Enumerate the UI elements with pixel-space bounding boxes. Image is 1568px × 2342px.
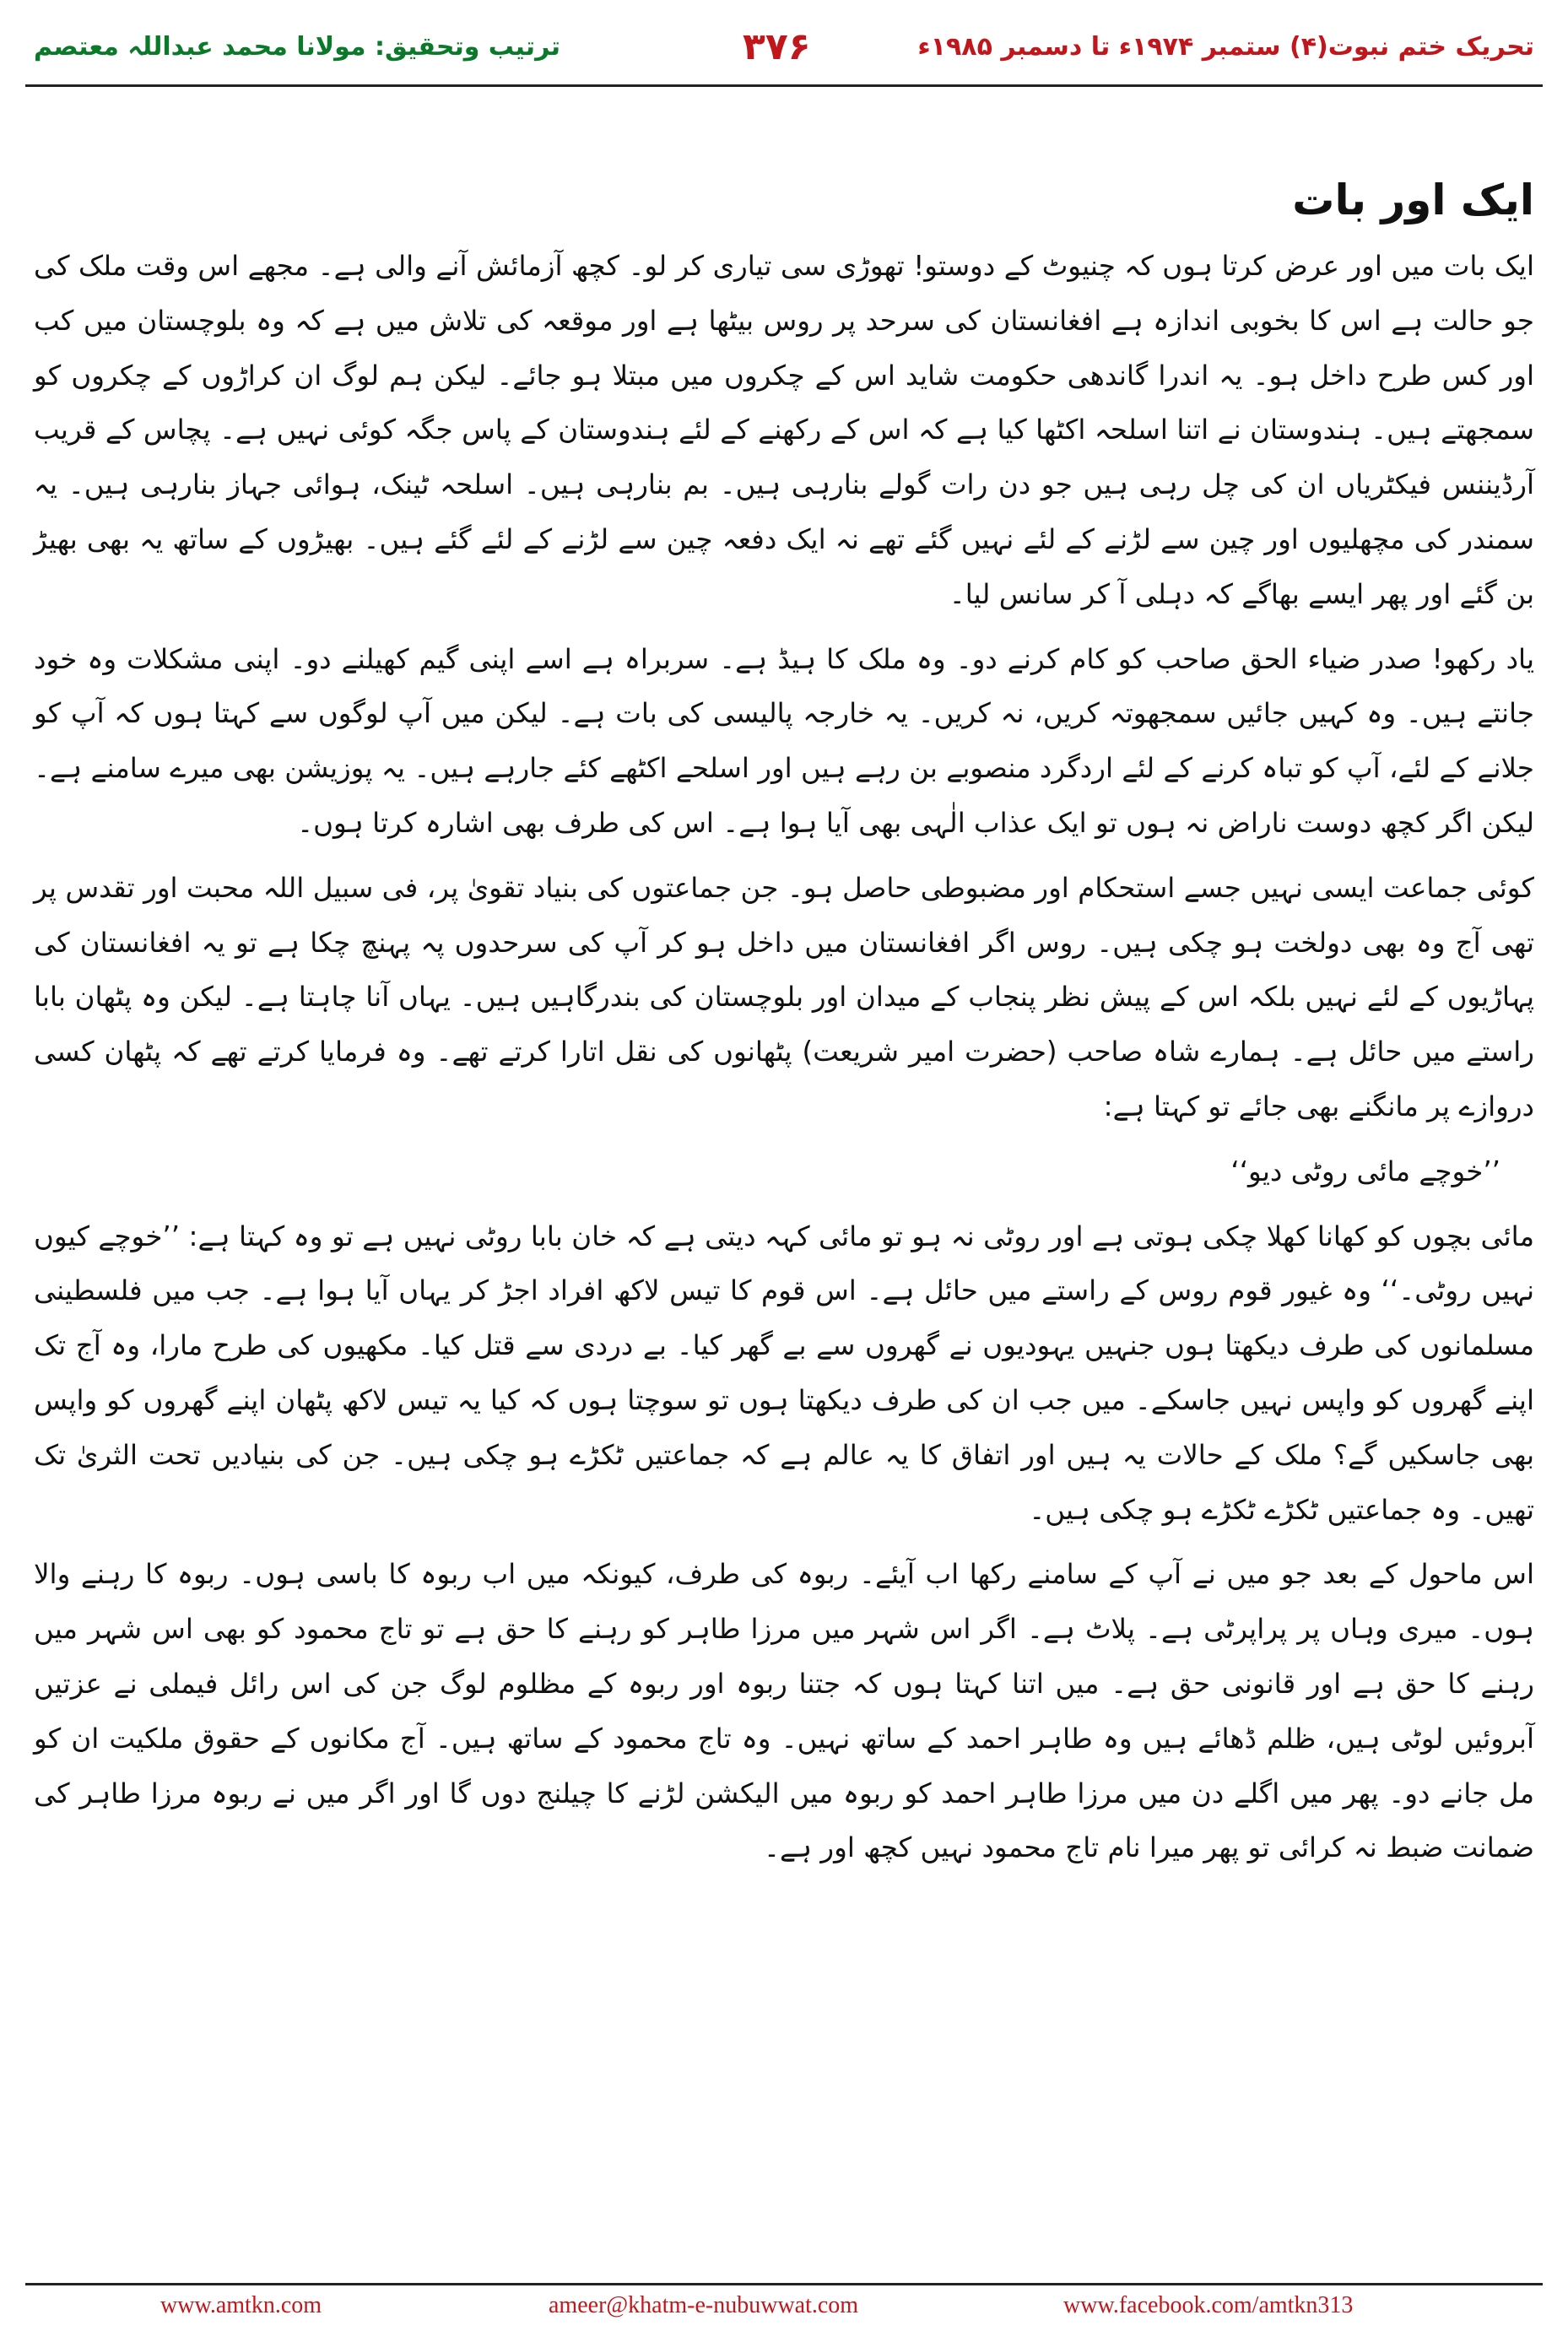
page-number: ۳۷۶ [743, 25, 811, 68]
paragraph: یاد رکھو! صدر ضیاء الحق صاحب کو کام کرنے دو۔ وہ ملک کا ہیڈ ہے۔ سربراہ ہے اسے اپنی گیم کھیلنے دو۔ اپنی مشکلات وہ خود جانتے ہیں۔ وہ کہیں جائیں سمجھوتہ کریں، نہ کریں۔ یہ خارجہ پالیسی کی بات ہے۔ لیکن میں آپ لوگوں سے کہتا ہوں کہ آپ کو جلانے کے لئے، آپ کو تباہ کرنے کے لئے اردگرد منصوبے بن رہے ہیں اور اسلحے اکٹھے کئے جارہے ہیں۔ یہ پوزیشن بھی میرے سامنے ہے۔ لیکن اگر کچھ دوست ناراض نہ ہوں تو ایک عذاب الٰہی بھی آیا ہوا ہے۔ اس کی طرف بھی اشارہ کرتا ہوں۔ [34, 642, 1534, 839]
email-link[interactable]: ameer@khatm-e-nubuwwat.com [549, 2292, 859, 2318]
quote: ’’خوچے مائی روٹی دیو‘‘ [1230, 1155, 1500, 1187]
section-heading: ایک اور بات [1292, 176, 1534, 224]
header-book-title: تحریک ختم نبوت(۴) ستمبر ۱۹۷۴ء تا دسمبر ۱۹۸۵ء [917, 32, 1534, 62]
page-header [0, 0, 1568, 84]
page-footer [0, 2292, 1568, 2326]
paragraph: اس ماحول کے بعد جو میں نے آپ کے سامنے رکھا اب آیئے۔ ربوہ کی طرف، کیونکہ میں اب ربوہ کا باسی ہوں۔ ربوہ کا رہنے والا ہوں۔ میری وہاں پر پراپرٹی ہے۔ پلاٹ ہے۔ اگر اس شہر میں مرزا طاہر کو رہنے کا حق ہے تو تاج محمود کو بھی اس شہر میں رہنے کا حق ہے اور قانونی حق ہے۔ میں اتنا کہتا ہوں کہ جتنا ربوہ اور ربوہ کے مظلوم لوگ جن کی اس رائل فیملی نے عزتیں آبروئیں لوٹی ہیں، ظلم ڈھائے ہیں وہ طاہر احمد کے ساتھ نہیں۔ وہ تاج محمود کے ساتھ ہیں۔ آج مکانوں کے حقوق ملکیت ان کو مل جانے دو۔ پھر میں اگلے دن میں مرزا طاہر احمد کو ربوہ میں الیکشن لڑنے کا چیلنج دوں گا اور اگر میں نے ربوہ مرزا طاہر کی ضمانت ضبط نہ کرائی تو پھر میرا نام تاج محمود نہیں کچھ اور ہے۔ [34, 1558, 1534, 1864]
facebook-link[interactable]: www.facebook.com/amtkn313 [1063, 2292, 1354, 2318]
footer-divider [25, 2283, 1543, 2285]
header-compiler: ترتیب وتحقیق: مولانا محمد عبداللہ معتصم [34, 32, 560, 62]
website-link[interactable]: www.amtkn.com [160, 2292, 322, 2318]
article-body [34, 173, 1534, 1885]
paragraph: ایک بات میں اور عرض کرتا ہوں کہ چنیوٹ کے دوستو! تھوڑی سی تیاری کر لو۔ کچھ آزمائش آنے والی ہے۔ مجھے اس وقت ملک کی جو حالت ہے اس کا بخوبی اندازہ ہے افغانستان کی سرحد پر روس بیٹھا ہے اور موقعہ کی تلاش میں ہے کہ وہ بلوچستان میں کب اور کس طرح داخل ہو۔ یہ اندرا گاندھی حکومت شاید اس کے چکروں میں مبتلا ہو جائے۔ لیکن ہم لوگ ان کراڑوں کے چکروں کو سمجھتے ہیں۔ ہندوستان نے اتنا اسلحہ اکٹھا کیا ہے کہ اس کے رکھنے کے لئے ہندوستان کے پاس جگہ کوئی نہیں ہے۔ پچاس کے قریب آرڈیننس فیکٹریاں ان کی چل رہی ہیں جو دن رات گولے بنارہی ہیں۔ بم بنارہی ہیں۔ اسلحہ ٹینک، ہوائی جہاز بنارہی ہیں۔ یہ سمندر کی مچھلیوں اور چین سے لڑنے کے لئے نہیں گئے تھے نہ ایک دفعہ چین سے لڑنے کے لئے گئے ہیں۔ بھیڑوں کے ساتھ یہ بھی بھیڑ بن گئے اور پھر ایسے بھاگے کہ دہلی آ کر سانس لیا۔ [34, 250, 1534, 610]
header-divider [25, 84, 1543, 87]
paragraph: مائی بچوں کو کھانا کھلا چکی ہوتی ہے اور روٹی نہ ہو تو مائی کہہ دیتی ہے کہ خان بابا روٹی نہیں ہے تو وہ کہتا ہے: ’’خوچے کیوں نہیں روٹی۔‘‘ وہ غیور قوم روس کے راستے میں حائل ہے۔ اس قوم کا تیس لاکھ افراد اجڑ کر یہاں آیا ہوا ہے۔ جب میں فلسطینی مسلمانوں کی طرف دیکھتا ہوں جنہیں یہودیوں نے گھروں سے بے گھر کیا۔ بے دردی سے قتل کیا۔ مکھیوں کی طرح مارا، وہ آج تک اپنے گھروں کو واپس نہیں جاسکے۔ میں جب ان کی طرف دیکھتا ہوں تو سوچتا ہوں کہ کیا یہ تیس لاکھ پٹھان اپنے گھروں کو واپس بھی جاسکیں گے؟ ملک کے حالات یہ ہیں اور اتفاق کا یہ عالم ہے کہ جماعتیں ٹکڑے ہو چکی ہیں۔ جن کی بنیادیں تحت الثریٰ تک تھیں۔ وہ جماعتیں ٹکڑے ٹکڑے ہو چکی ہیں۔ [34, 1220, 1534, 1526]
paragraph: کوئی جماعت ایسی نہیں جسے استحکام اور مضبوطی حاصل ہو۔ جن جماعتوں کی بنیاد تقویٰ پر، فی سبیل اللہ محبت اور تقدس پر تھی آج وہ بھی دولخت ہو چکی ہیں۔ روس اگر افغانستان میں داخل ہو کر آپ کی سرحدوں پہ پہنچ چکا ہے تو یہ افغانستان کی پہاڑیوں کے لئے نہیں بلکہ اس کے پیش نظر پنجاب کے میدان اور بلوچستان کی بندرگاہیں ہیں۔ یہاں آنا چاہتا ہے۔ لیکن وہ پٹھان بابا راستے میں حائل ہے۔ ہمارے شاہ صاحب (حضرت امیر شریعت) پٹھانوں کی نقل اتارا کرتے تھے۔ وہ فرمایا کرتے تھے کہ پٹھان کسی دروازے پر مانگنے بھی جائے تو کہتا ہے: [34, 871, 1534, 1122]
